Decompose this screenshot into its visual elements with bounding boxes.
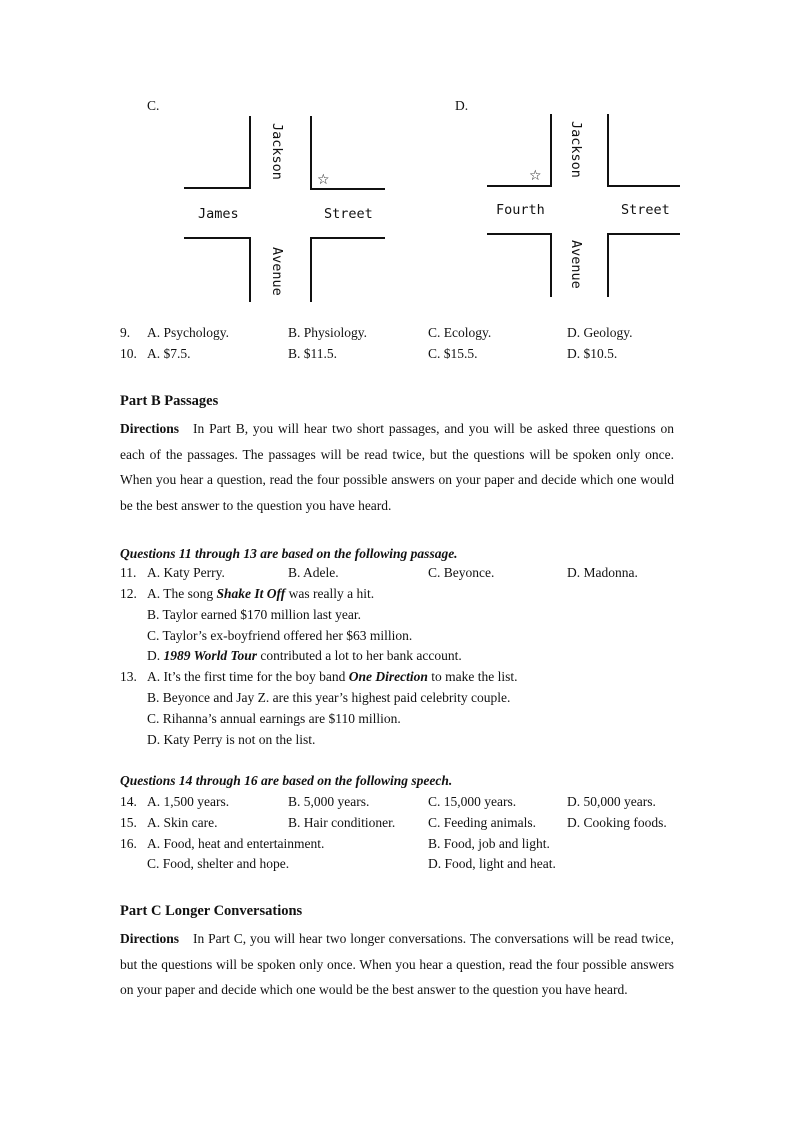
option-d: D. $10.5. [567, 346, 618, 361]
option-a: A. Food, heat and entertainment. [147, 836, 325, 851]
map-c-vertical-bottom: Avenue [269, 247, 285, 296]
option-b: B. Physiology. [288, 325, 368, 340]
option-d: D. 1989 World Tour contributed a lot to her bank account. [147, 648, 462, 663]
map-c-vertical-top: Jackson [269, 123, 285, 180]
option-b: B. Beyonce and Jay Z. are this year’s highest paid celebrity couple. [147, 690, 511, 705]
part-b-title: Part B Passages [120, 393, 219, 409]
option-a: A. It’s the first time for the boy band One Direction to make the list. [147, 669, 518, 684]
directions-label: Directions [120, 931, 179, 946]
question-group-heading: Questions 11 through 13 are based on the following passage. [120, 546, 458, 561]
map-d-vertical-bottom: Avenue [568, 240, 584, 289]
option-a: A. Katy Perry. [147, 565, 225, 580]
directions-text: In Part B, you will hear two short passages, and you will be asked three questions on each of the passages. The passages will be read twice, but the questions will be spoken only once. When you hear a question, read the four possible answers on your paper and decide which one would be the best answer to the question you have heard. [120, 421, 674, 513]
option-b: B. Taylor earned $170 million last year. [147, 607, 362, 622]
question-number: 11. [120, 565, 137, 580]
question-number: 12. [120, 586, 137, 601]
option-b: B. Food, job and light. [428, 836, 550, 851]
option-b: B. 5,000 years. [288, 794, 370, 809]
map-option-d [487, 114, 680, 297]
option-d: D. Madonna. [567, 565, 638, 580]
part-b-directions [120, 416, 674, 518]
option-b: B. $11.5. [288, 346, 338, 361]
option-b: B. Hair conditioner. [288, 815, 396, 830]
option-c: C. Taylor’s ex-boyfriend offered her $63 million. [147, 628, 413, 643]
question-group-heading: Questions 14 through 16 are based on the following speech. [120, 773, 453, 788]
question-number: 10. [120, 346, 137, 361]
option-d: D. 50,000 years. [567, 794, 656, 809]
option-c: C. 15,000 years. [428, 794, 517, 809]
map-options [0, 0, 794, 320]
part-c-directions [120, 926, 674, 1003]
part-c-title: Part C Longer Conversations [120, 903, 303, 919]
question-number: 15. [120, 815, 137, 830]
question-number: 13. [120, 669, 137, 684]
map-option-c [184, 116, 385, 302]
directions-text: In Part C, you will hear two longer conversations. The conversations will be read twice, but the questions will be spoken only once. When you hear a question, read the four possible answers on your paper and decide which one would be the best answer to the question you have heard. [120, 931, 674, 997]
question-number: 9. [120, 325, 131, 340]
option-d: D. Geology. [567, 325, 633, 340]
map-d-right-street: Street [621, 202, 670, 218]
option-d: D. Cooking foods. [567, 815, 667, 830]
map-d-vertical-top: Jackson [568, 121, 584, 178]
directions-label: Directions [120, 421, 179, 436]
option-c: C. Rihanna’s annual earnings are $110 million. [147, 711, 401, 726]
option-a: A. 1,500 years. [147, 794, 230, 809]
map-d-left-street: Fourth [496, 202, 545, 218]
option-a: A. Psychology. [147, 325, 230, 340]
option-c: C. Ecology. [428, 325, 492, 340]
option-c: C. Beyonce. [428, 565, 495, 580]
map-d-label: D. [455, 98, 469, 113]
option-d: D. Katy Perry is not on the list. [147, 732, 316, 747]
option-c: C. $15.5. [428, 346, 478, 361]
option-c: C. Food, shelter and hope. [147, 856, 290, 871]
option-c: C. Feeding animals. [428, 815, 536, 830]
map-c-right-street: Street [324, 206, 373, 222]
star-icon: ☆ [529, 168, 542, 184]
option-a: A. $7.5. [147, 346, 191, 361]
map-c-label: C. [147, 98, 160, 113]
question-number: 16. [120, 836, 137, 851]
option-a: A. The song Shake It Off was really a hit. [147, 586, 375, 601]
star-icon: ☆ [317, 172, 330, 188]
option-a: A. Skin care. [147, 815, 218, 830]
question-number: 14. [120, 794, 137, 809]
option-d: D. Food, light and heat. [428, 856, 556, 871]
option-b: B. Adele. [288, 565, 339, 580]
map-c-left-street: James [198, 206, 239, 222]
